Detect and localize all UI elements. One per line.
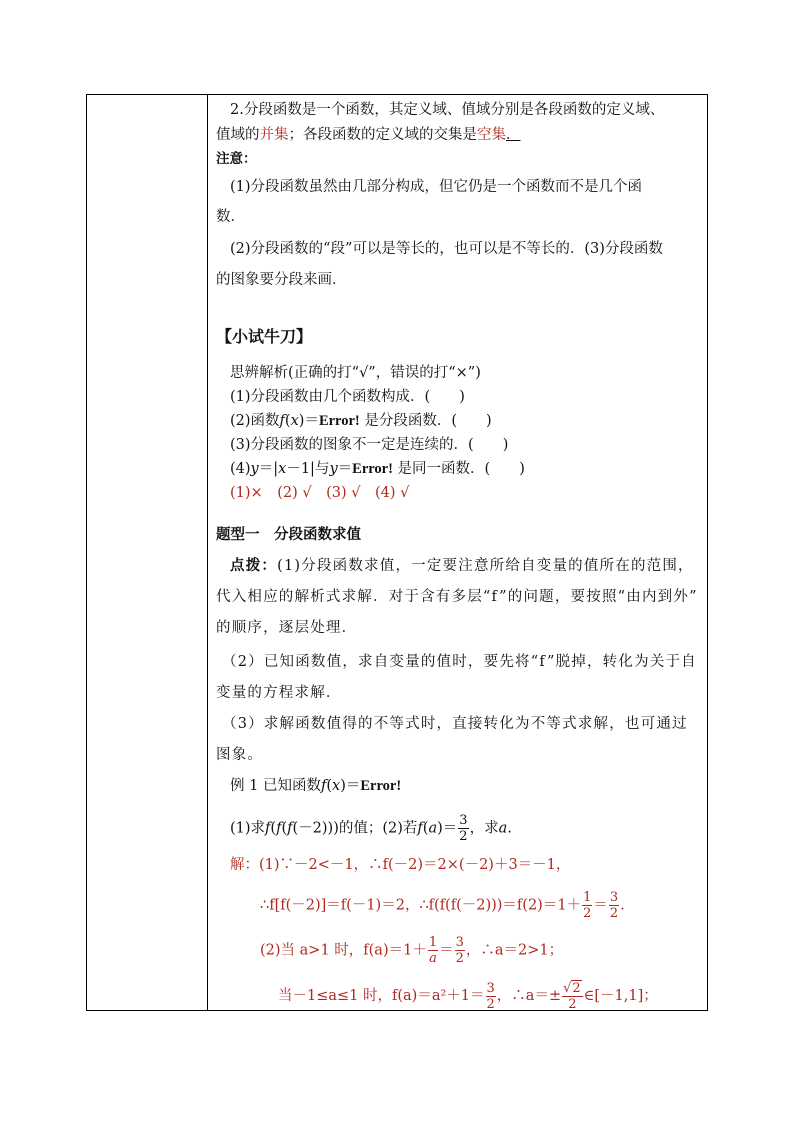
fraction-3-over-2: $\frac{3}{2}$ <box>459 813 468 844</box>
tip-line2: 代入相应的解析式求解．对于含有多层“f”的问题，要按照“由内到外” <box>216 589 698 605</box>
tip2-line2: 变量的方程求解． <box>216 685 342 701</box>
point-2-line1: 2.分段函数是一个函数，其定义域、值域分别是各段函数的定义域、 <box>230 102 665 118</box>
trial-question-4: (4)y＝|x－1|与y＝Error! 是同一函数．( ) <box>230 461 525 477</box>
trial-heading: 【小试牛刀】 <box>216 327 313 346</box>
note-1-line1: (1)分段函数虽然由几部分构成，但它仍是一个函数而不是几个函 <box>230 179 643 195</box>
trial-prompt: 思辨解析(正确的打“√”，错误的打“×”) <box>230 365 481 381</box>
type1-heading: 题型一 分段函数求值 <box>216 527 361 543</box>
trial-question-3: (3)分段函数的图象不一定是连续的．( ) <box>230 437 509 453</box>
note-1-line2: 数． <box>216 209 245 225</box>
solution-line1: 解：(1)∵－2<－1，∴f(－2)＝2×(－2)＋3＝－1， <box>230 857 571 873</box>
note-2-line2: 的图象要分段来画． <box>216 272 347 288</box>
fraction-sqrt2-over-2: $\frac{√2}{2}$ <box>563 981 581 1012</box>
point-2-line2: 值域的并集；各段函数的定义域的交集是空集． <box>216 127 521 143</box>
trial-answers: (1)× (2) √ (3) √ (4) √ <box>230 485 410 501</box>
trial-question-1: (1)分段函数由几个函数构成．( ) <box>230 389 465 405</box>
note-2-line1: (2)分段函数的“段”可以是等长的，也可以是不等长的．(3)分段函数 <box>230 241 663 257</box>
table-column-divider <box>207 94 208 1011</box>
tip-line3: 的顺序，逐层处理． <box>216 620 358 636</box>
highlight-empty-set: 空集 <box>477 127 506 143</box>
tip-line1: 点拨：(1)分段函数求值，一定要注意所给自变量的值所在的范围， <box>230 558 694 574</box>
example-1-title: 例 1 已知函数f(x)＝Error! <box>230 778 402 794</box>
example-1-question: (1)求f(f(f(－2)))的值；(2)若f(a)＝ $\frac{3}{2}$ ，求a. <box>230 813 512 844</box>
tip-label: 点拨： <box>230 558 278 574</box>
tip3-line2: 图象。 <box>216 747 264 763</box>
note-label: 注意： <box>216 151 257 167</box>
highlight-union: 并集 <box>259 127 289 143</box>
solution-line3: (2)当 a>1 时，f(a)＝1＋ $\frac{1}{a}$ ＝ $\frac{3}{2}$ ，∴a＝2>1； <box>260 935 564 966</box>
tip3-line1: （3）求解函数值得的不等式时，直接转化为不等式求解，也可通过 <box>222 716 688 732</box>
tip2-line1: （2）已知函数值，求自变量的值时，要先将“f”脱掉，转化为关于自 <box>222 654 697 670</box>
solution-line4: 当－1≤a≤1 时，f(a)＝a²＋1＝ $\frac{3}{2}$ ，∴a＝± $\frac{√2}{2}$ ∈[－1,1]； <box>278 980 658 1012</box>
solution-line2: ∴f[f(－2)]＝f(－1)＝2，∴f(f(f(－2)))＝f(2)＝1＋ $\frac{1}{2}$ ＝ $\frac{3}{2}$ . <box>260 890 625 921</box>
trial-question-2: (2)函数f(x)＝Error! 是分段函数．( ) <box>230 413 492 429</box>
